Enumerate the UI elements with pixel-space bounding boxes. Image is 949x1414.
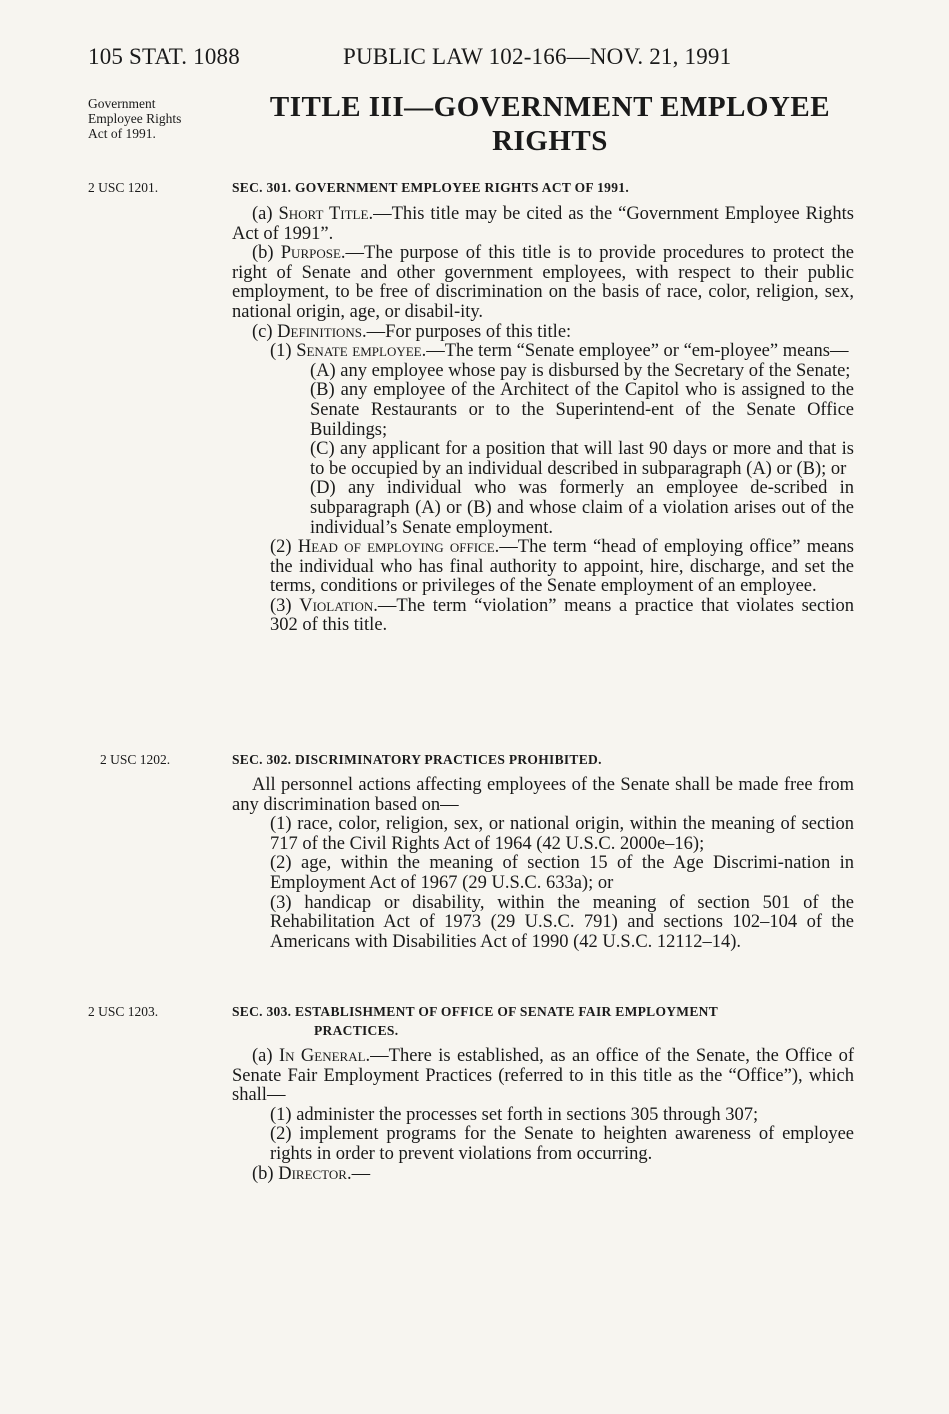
section-302-heading: SEC. 302. DISCRIMINATORY PRACTICES PROHIBITED. <box>232 752 602 767</box>
margin-note-line: Employee Rights <box>88 111 182 126</box>
text: —The purpose of this title is to provide procedures to protect the right of Senate and other government employees, with respect to their public employment, to be free of discrimination on the basis of race, color, religion, sex, national origin, age, or disabil-ity. <box>232 243 855 322</box>
title-heading <box>240 90 860 158</box>
paragraph-302-1: (1) race, color, religion, sex, or national origin, within the meaning of section 717 of the Civil Rights Act of 1964 (42 U.S.C. 2000e–16); <box>270 814 854 854</box>
paragraph-c1 <box>270 342 854 362</box>
usc-citation-301: 2 USC 1201. <box>88 180 159 195</box>
caption: Purpose. <box>280 243 346 264</box>
section-302-intro: All personnel actions affecting employees of the Senate shall be made free from any discrimination based on— <box>232 775 854 815</box>
caption: Definitions. <box>277 321 367 342</box>
public-law-header: PUBLIC LAW 102-166—NOV. 21, 1991 <box>343 44 732 69</box>
paragraph-302-3: (3) handicap or disability, within the meaning of section 501 of the Rehabilitation Act of 1973 (29 U.S.C. 791) and sections 102–104 of the Americans with Disabilities Act of 1990 (42 U.S.C. 12112–14). <box>270 892 854 952</box>
subsection-c <box>232 323 854 343</box>
label: (c) <box>252 321 278 342</box>
title-line-1: TITLE III—GOVERNMENT EMPLOYEE <box>269 91 831 123</box>
text: —For purposes of this title: <box>366 321 572 342</box>
label: (a) <box>252 1046 279 1066</box>
margin-note-short-title <box>88 96 181 141</box>
label: (2) <box>270 537 298 558</box>
label: (3) <box>270 595 300 616</box>
subparagraph-C: (C) any applicant for a position that will last 90 days or more and that is to be occupied by an individual described in subparagraph (A) or (B); or <box>310 439 854 479</box>
caption: Director. <box>278 1163 352 1184</box>
section-303-heading-line2: PRACTICES. <box>314 1023 399 1038</box>
subparagraph-B: (B) any employee of the Architect of the Capitol who is assigned to the Senate Restaurants or to the Superintend-ent of the Senate Office Buildings; <box>310 380 854 440</box>
page-number-header: 105 STAT. 1088 <box>88 44 240 69</box>
subparagraph-D: (D) any individual who was formerly an employee de-scribed in subparagraph (A) or (B) and whose claim of a violation arises out of the individual’s Senate employment. <box>310 478 854 538</box>
subsection-303-b <box>232 1165 854 1185</box>
subsection-a <box>232 205 854 244</box>
usc-citation-303: 2 USC 1203. <box>88 1004 159 1019</box>
caption: Senate employee. <box>296 341 427 362</box>
section-303-heading <box>232 1002 854 1040</box>
text: —This title may be cited as the “Government Employee Rights Act of 1991”. <box>232 204 854 244</box>
label: (a) <box>252 204 279 224</box>
caption: Violation. <box>299 595 378 616</box>
paragraph-303-a1: (1) administer the processes set forth in sections 305 through 307; <box>270 1104 759 1125</box>
paragraph-c3 <box>270 597 854 636</box>
margin-note-line: Government <box>88 96 156 111</box>
section-301-heading: SEC. 301. GOVERNMENT EMPLOYEE RIGHTS ACT OF 1991. <box>232 180 630 195</box>
text: —The term “head of employing office” means the individual who has final authority to appoint, hire, discharge, and set the terms, conditions or privileges of the Senate employment of an employee. <box>270 537 854 597</box>
subsection-b <box>232 244 854 322</box>
text: —There is established, as an office of the Senate, the Office of Senate Fair Employment Practices (referred to in this title as the “Office”), which shall— <box>232 1046 854 1106</box>
label: (1) <box>270 341 297 362</box>
margin-note-line: Act of 1991. <box>88 126 156 141</box>
label: (b) <box>252 243 281 264</box>
caption: In General. <box>278 1046 371 1066</box>
section-303-heading-line1: SEC. 303. ESTABLISHMENT OF OFFICE OF SENATE FAIR EMPLOYMENT <box>232 1004 719 1019</box>
label: (b) <box>252 1163 279 1184</box>
caption: Short Title. <box>278 204 374 224</box>
paragraph-c2 <box>270 538 854 597</box>
text: — <box>351 1163 371 1184</box>
section-301-body <box>232 205 854 636</box>
text: —The term “violation” means a practice that violates section 302 of this title. <box>270 595 854 636</box>
paragraph-303-a2: (2) implement programs for the Senate to heighten awareness of employee rights in order to prevent violations from occurring. <box>270 1124 854 1164</box>
usc-citation-302: 2 USC 1202. <box>100 752 171 767</box>
caption: Head of employing office. <box>297 537 500 558</box>
subparagraph-A: (A) any employee whose pay is disbursed by the Secretary of the Senate; <box>310 360 851 381</box>
title-line-2: RIGHTS <box>492 125 608 157</box>
section-303-body <box>232 1047 854 1184</box>
text: —The term “Senate employee” or “em-ployee” means— <box>426 341 849 362</box>
subsection-303-a <box>232 1047 854 1106</box>
paragraph-302-2: (2) age, within the meaning of section 15 of the Age Discrimi-nation in Employment Act of 1967 (29 U.S.C. 633a); or <box>270 853 854 893</box>
section-302-body <box>232 776 854 952</box>
